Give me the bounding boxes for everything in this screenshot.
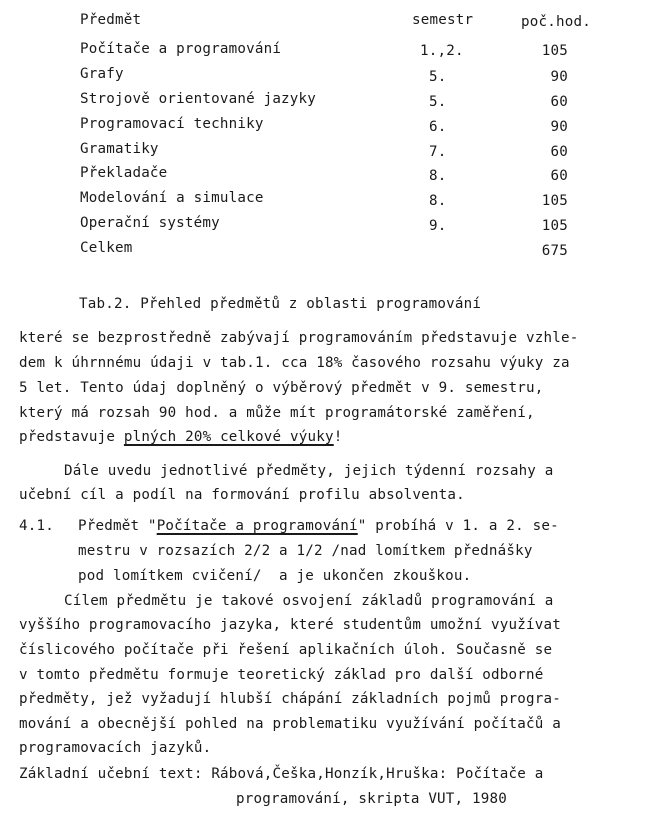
text-line: vyššího programovacího jazyka, které studentům umožní využívat	[19, 617, 561, 633]
text-line: Předmět "Počítače a programování" probíhá v 1. a 2. se-	[78, 518, 559, 534]
text-line: Dále uvedu jednotlivé předměty, jejich týdenní rozsahy a	[64, 463, 554, 479]
text-line: mestru v rozsazích 2/2 a 1/2 /nad lomítkem přednášky	[78, 543, 533, 559]
text-line: který má rozsah 90 hod. a může mít programátorské zaměření,	[19, 405, 535, 421]
text-line: programovacích jazyků.	[19, 740, 212, 756]
text-line: pod lomítkem cvičení/ a je ukončen zkouškou.	[78, 568, 472, 584]
row-semester: 1.,2.	[420, 43, 464, 59]
text-line: programování, skripta VUT, 1980	[236, 791, 507, 807]
row-hours: 90	[550, 119, 568, 135]
text-line: 5 let. Tento údaj doplněný o výběrový předmět v 9. semestru,	[19, 380, 544, 396]
row-subject: Počítače a programování	[80, 41, 282, 57]
table-header-hours: poč.hod.	[521, 14, 591, 30]
row-semester: 5.	[429, 69, 447, 85]
row-subject: Modelování a simulace	[80, 190, 264, 206]
text-line: Základní učební text: Rábová,Češka,Honzík,Hruška: Počítače a	[19, 766, 544, 782]
text-line: představuje plných 20% celkové výuky!	[19, 429, 343, 445]
text-line: učební cíl a podíl na formování profilu absolventa.	[19, 487, 465, 503]
underlined-emphasis: plných 20% celkové výuky	[123, 429, 334, 445]
row-hours: 60	[550, 144, 568, 160]
text-line: v tomto předmětu formuje teoretický základ pro další odborné	[19, 667, 544, 683]
row-semester: 8.	[429, 168, 447, 184]
total-label: Celkem	[80, 240, 133, 256]
row-subject: Gramatiky	[80, 141, 159, 157]
text-line: předměty, jež vyžadují hlubší chápání základních pojmů progra-	[19, 691, 561, 707]
row-semester: 8.	[429, 193, 447, 209]
total-hours: 675	[541, 243, 568, 259]
table-caption: Tab.2. Přehled předmětů z oblasti programování	[79, 296, 482, 312]
row-hours: 105	[541, 193, 568, 209]
table-header-semester: semestr	[412, 12, 474, 28]
row-semester: 6.	[429, 119, 447, 135]
section-number: 4.1.	[19, 518, 54, 534]
text-line: dem k úhrnnému údaji v tab.1. cca 18% časového rozsahu výuky za	[19, 355, 570, 371]
row-hours: 60	[550, 168, 568, 184]
row-hours: 105	[541, 43, 568, 59]
row-semester: 5.	[429, 94, 447, 110]
row-subject: Grafy	[80, 66, 124, 82]
underlined-subject-title: Počítače a programování	[156, 518, 358, 534]
row-semester: 7.	[429, 144, 447, 160]
row-subject: Programovací techniky	[80, 116, 264, 132]
table-header-subject: Předmět	[80, 12, 142, 28]
text-line: číslicového počítače při řešení aplikačních úloh. Současně se	[19, 642, 553, 658]
row-hours: 90	[550, 69, 568, 85]
text-line: které se bezprostředně zabývají programováním představuje vzhle-	[19, 330, 579, 346]
text-line: mování a obecnější pohled na problematiku využívání počítačů a	[19, 716, 561, 732]
row-subject: Překladače	[80, 165, 168, 181]
row-subject: Operační systémy	[80, 215, 220, 231]
row-hours: 105	[541, 218, 568, 234]
row-semester: 9.	[429, 218, 447, 234]
text-line: Cílem předmětu je takové osvojení základů programování a	[64, 593, 554, 609]
row-hours: 60	[550, 94, 568, 110]
row-subject: Strojově orientované jazyky	[80, 91, 317, 107]
